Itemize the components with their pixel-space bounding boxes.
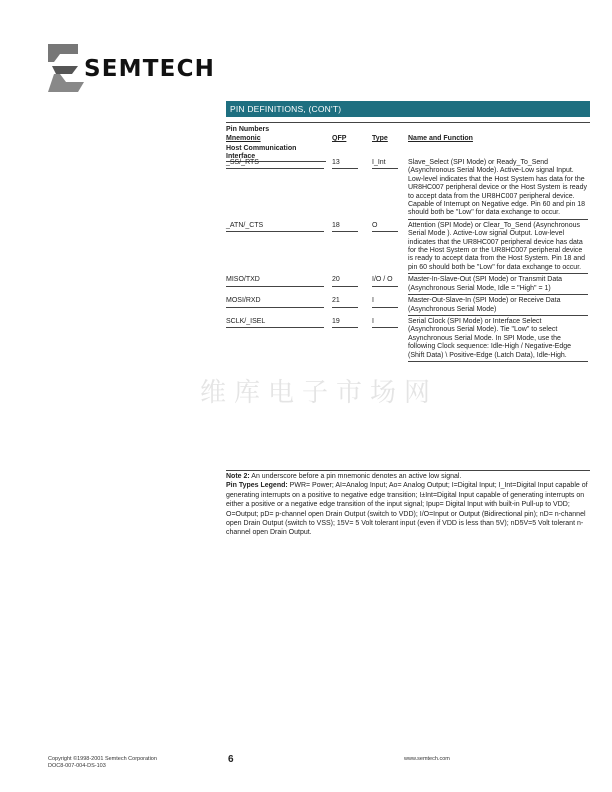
pin-definitions-table xyxy=(226,122,590,362)
pin-mnemonic: _SS/_RTS xyxy=(226,159,324,169)
legend-label: Pin Types Legend: xyxy=(226,482,288,490)
pin-type: O xyxy=(372,222,398,232)
footer-copyright: Copyright ©1998-2001 Semtech Corporation xyxy=(48,756,157,762)
footer-website-link[interactable]: www.semtech.com xyxy=(404,756,450,762)
note2-text: An underscore before a pin mnemonic denotes an active low signal. xyxy=(249,473,462,480)
notes-block xyxy=(226,470,590,538)
header-qfp: QFP xyxy=(332,135,347,142)
pin-description: Attention (SPI Mode) or Clear_To_Send (Asynchronous Serial Mode ). Active-Low signal Output. Low-level indicates that the UR8HC007 peripheral device has data for the Host System or the UR8HC007 peripheral device is ready to accept data from the Host System. Pin 18 and pin 60 should both be "Low" for data exchange to occur. xyxy=(408,220,588,274)
semtech-logo-mark-icon xyxy=(48,44,84,92)
pin-qfp: 19 xyxy=(332,318,358,328)
legend-text: PWR= Power; AI=Analog Input; Ao= Analog Output; I=Digital Input; I_Int=Digital Input capable of generating interrupts on a positive to negative edge transition; I±Int=Digital Input capable of generating interrupts on either a positive or a negative edge transition of the input signal; Ipup= Digital Input with built-in Pull-up to VDD; O=Output; pD= p-channel open Drain Output (switch to VDD); I/O=Input or Output (Bidirectional pin); nD= n-channel open Drain Output (switch to VSS); 15V= 5 Volt tolerant input (even if VDD is less than 5V); nD5V=5 Volt tolerant n-channel open Drain Output. xyxy=(226,482,588,537)
watermark-text: 维库电子市场网 xyxy=(200,378,439,408)
footer-left xyxy=(48,756,157,770)
pin-qfp: 13 xyxy=(332,159,358,169)
header-type: Type xyxy=(372,135,388,142)
table-row xyxy=(226,220,590,274)
note2-label: Note 2: xyxy=(226,473,250,480)
section-title-bar: PIN DEFINITIONS, (CON'T) xyxy=(226,101,590,117)
pin-qfp: 18 xyxy=(332,222,358,232)
pin-mnemonic: _ATN/_CTS xyxy=(226,222,324,232)
table-row xyxy=(226,316,590,362)
pin-description: Serial Clock (SPI Mode) or Interface Select (Asynchronous Serial Mode). Tie "Low" to select Asynchronous Serial Mode. In SPI Mode, use the following Clock sequence: Idle-High / Negative-Edge (Shift Data) \ Positive-Edge (Latch Data), Idle-High. xyxy=(408,316,588,362)
table-row xyxy=(226,157,590,220)
table-row xyxy=(226,295,590,316)
pin-type: I xyxy=(372,297,398,307)
pin-type: I/O / O xyxy=(372,276,398,286)
logo-wordmark: SEMTECH xyxy=(84,56,216,82)
pin-qfp: 20 xyxy=(332,276,358,286)
header-mnemonic: Mnemonic xyxy=(226,135,261,142)
header-pin-numbers: Pin Numbers xyxy=(226,126,270,133)
table-header xyxy=(226,123,590,160)
page-number: 6 xyxy=(228,754,234,765)
pin-description: Master-In-Slave-Out (SPI Mode) or Transmit Data (Asynchronous Serial Mode, Idle = "High" = 1) xyxy=(408,274,588,295)
pin-description: Slave_Select (SPI Mode) or Ready_To_Send (Asynchronous Serial Mode). Active-Low signal Input. Low-level indicates that the Host System has data for the UR8HC007 peripheral device or the Host System is ready to accept data from the UR8HC007 peripheral device. Capable of Interrupt on Negative edge. Pin 60 and pin 18 should both be "Low" for data exchange to occur. xyxy=(408,157,588,220)
semtech-logo xyxy=(48,44,278,96)
pin-mnemonic: SCLK/_ISEL xyxy=(226,318,324,328)
pin-mnemonic: MISO/TXD xyxy=(226,276,324,286)
pin-type: I xyxy=(372,318,398,328)
header-name-function: Name and Function xyxy=(408,135,473,142)
header-group-host-communication: Host Communication Interface xyxy=(226,145,326,162)
pin-description: Master-Out-Slave-In (SPI Mode) or Receive Data (Asynchronous Serial Mode) xyxy=(408,295,588,316)
table-row xyxy=(226,274,590,295)
pin-mnemonic: MOSI/RXD xyxy=(226,297,324,307)
footer-doc-id: DOC8-007-004-DS-103 xyxy=(48,763,106,769)
pin-type: I_Int xyxy=(372,159,398,169)
pin-qfp: 21 xyxy=(332,297,358,307)
